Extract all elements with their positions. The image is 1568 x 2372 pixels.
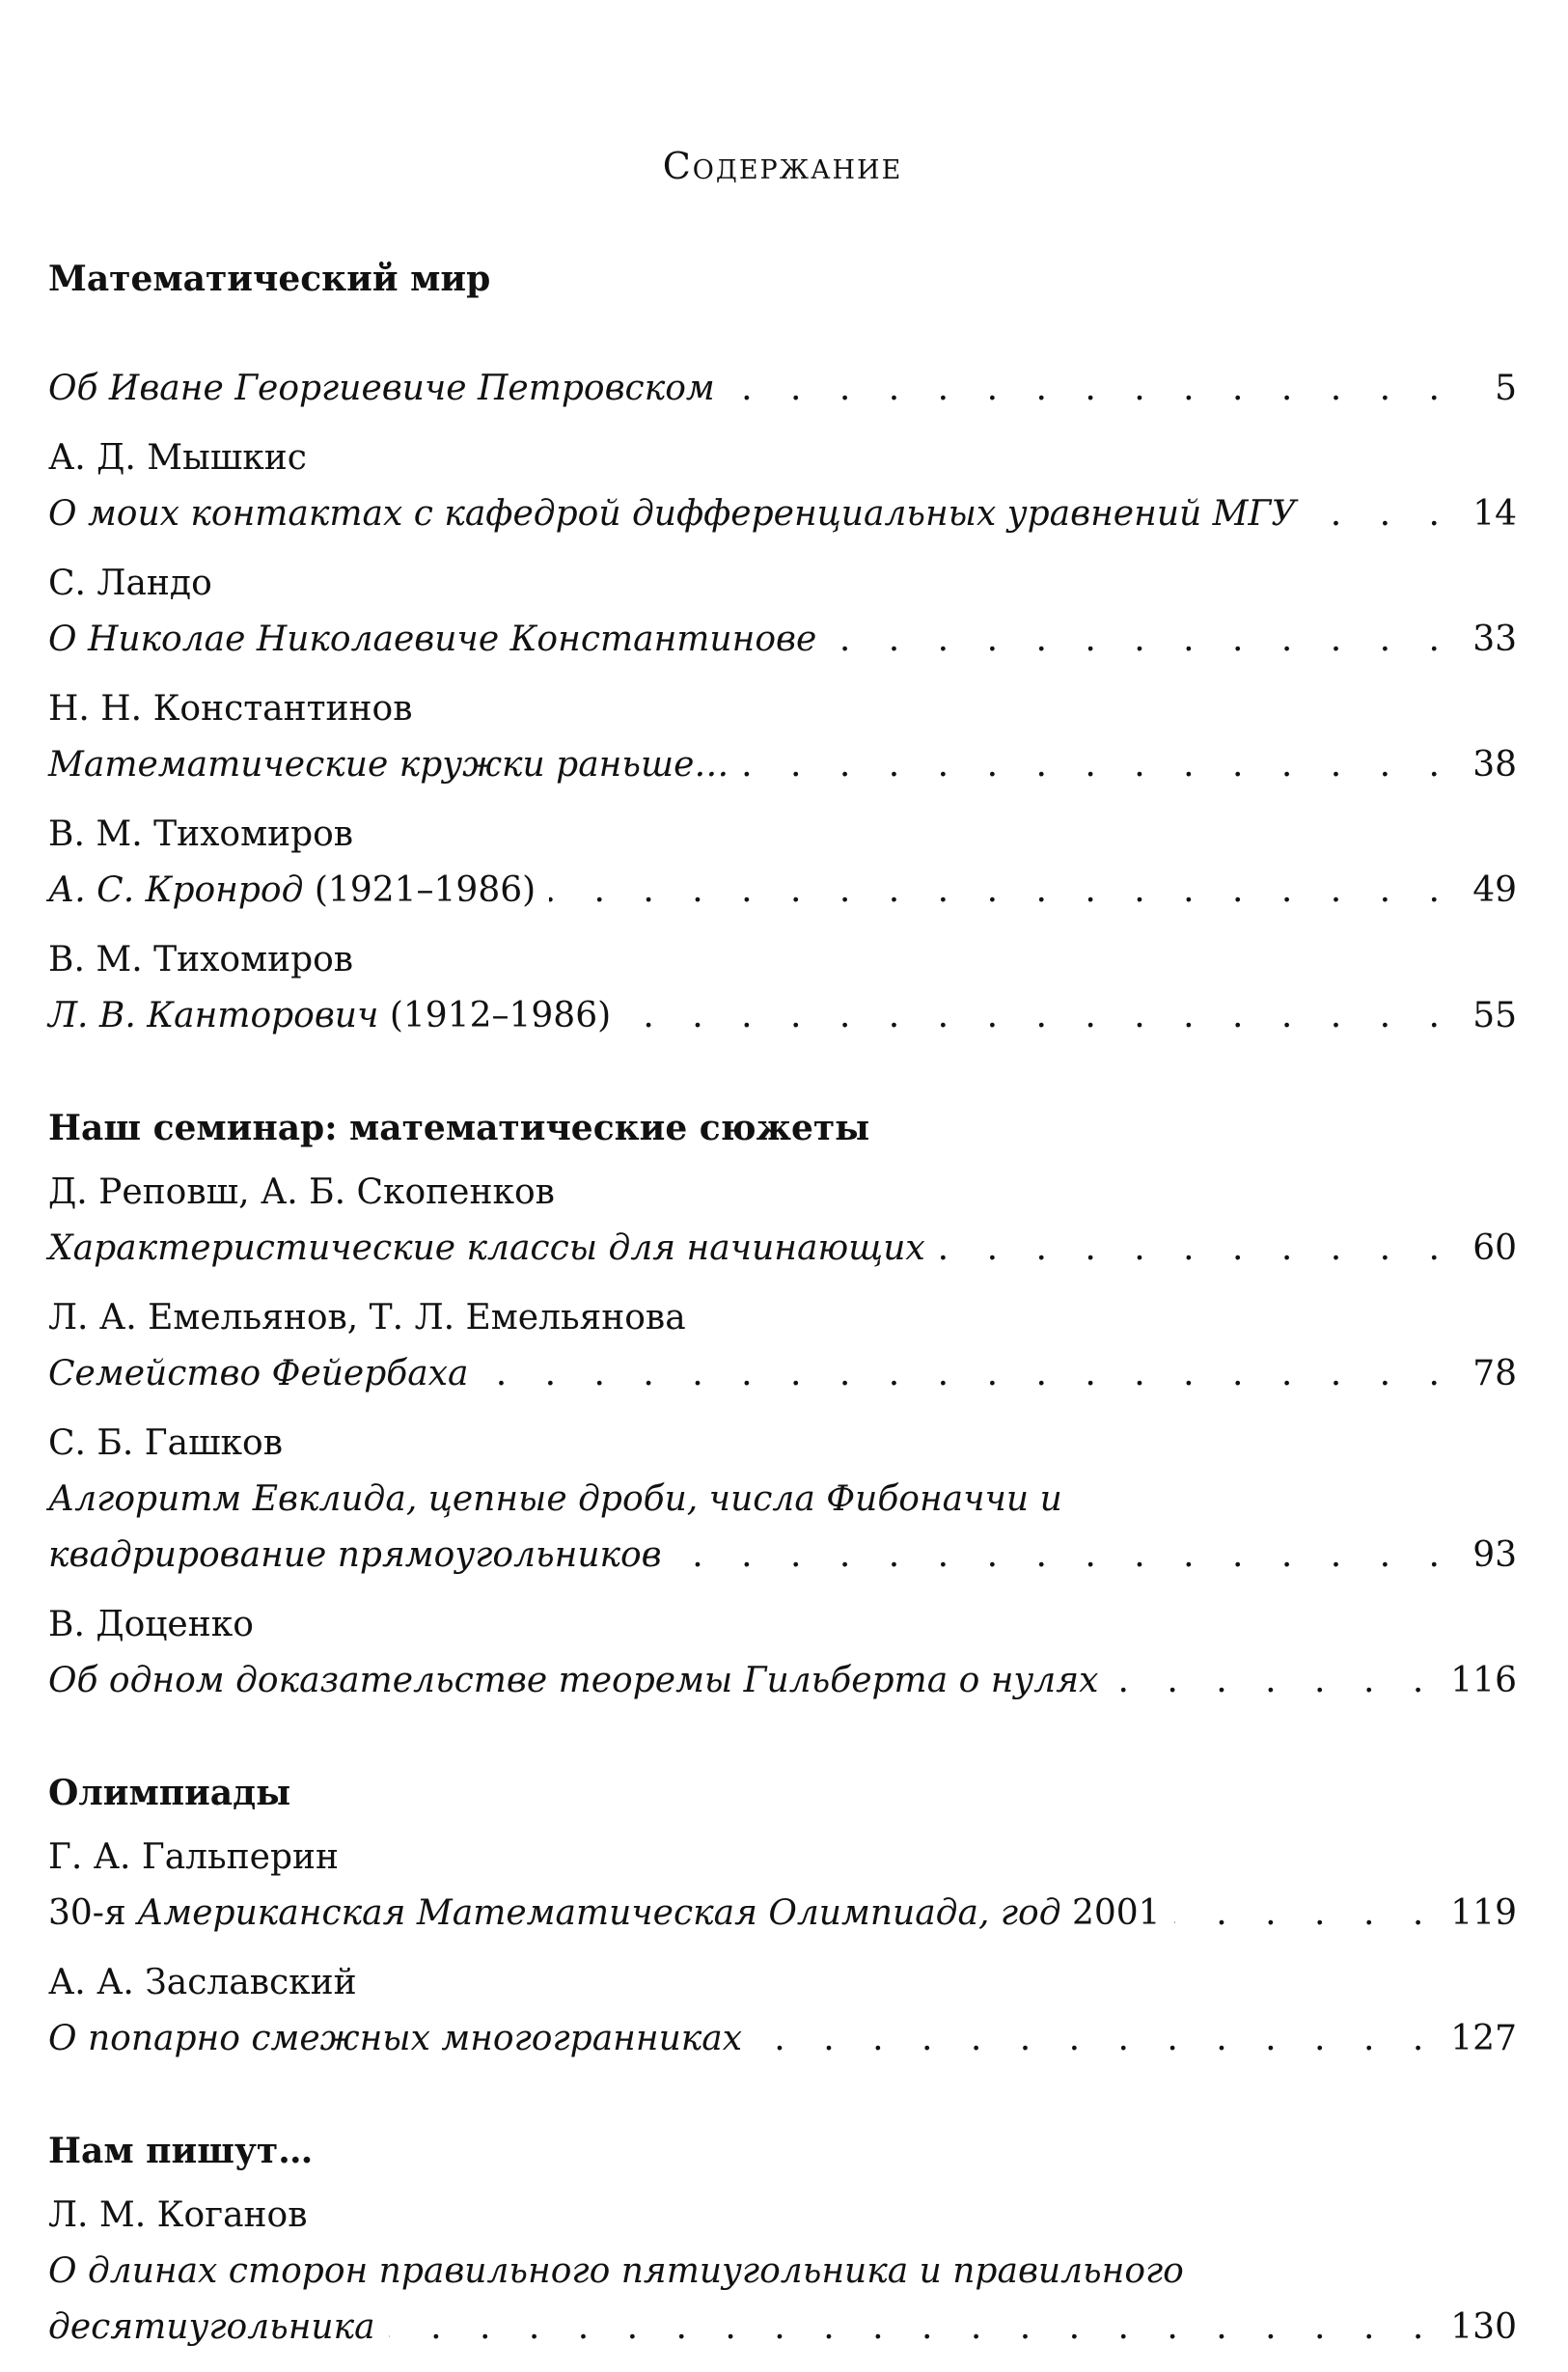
toc-entry[interactable] xyxy=(48,1165,1517,1277)
toc-line xyxy=(48,1886,1517,1942)
dot-leader xyxy=(830,612,1453,668)
toc-entry[interactable] xyxy=(48,807,1517,919)
toc-entry[interactable] xyxy=(48,430,1517,542)
page-number: 78 xyxy=(1472,1354,1517,1394)
page-number: 49 xyxy=(1472,870,1517,911)
article-author: А. Д. Мышкис xyxy=(48,438,307,479)
article-years: (1921–1986) xyxy=(303,870,536,911)
toc-line xyxy=(48,612,1517,668)
page-title: Содержание xyxy=(662,145,903,187)
toc-entry[interactable] xyxy=(48,1597,1517,1709)
toc-line xyxy=(48,486,1517,542)
page-number: 116 xyxy=(1450,1661,1517,1701)
dot-leader xyxy=(729,361,1453,417)
section-letters xyxy=(48,2129,1517,2356)
toc-entry[interactable] xyxy=(48,1290,1517,1402)
article-author: Н. Н. Константинов xyxy=(48,689,413,730)
article-title: О попарно смежных многогранниках xyxy=(48,2018,743,2058)
toc-line xyxy=(48,737,1517,793)
article-year: 2001 xyxy=(1060,1892,1161,1933)
article-title-group xyxy=(48,863,536,919)
article-title: О Николае Николаевиче Константинове xyxy=(48,620,817,660)
dot-leader xyxy=(549,863,1453,919)
dot-leader xyxy=(1174,1886,1438,1942)
article-title-group xyxy=(48,1886,1161,1942)
article-prefix: 30-я xyxy=(48,1892,138,1933)
article-title: Семейство Фейербаха xyxy=(48,1354,469,1394)
article-title: О моих контактах с кафедрой дифференциальных уравнений МГУ xyxy=(48,494,1297,535)
section-olympiads xyxy=(48,1771,1517,2067)
article-title-line1: Алгоритм Евклида, цепные дроби, числа Фибоначчи и xyxy=(48,1479,1062,1520)
article-years: (1912–1986) xyxy=(378,996,612,1036)
article-title: А. С. Кронрод xyxy=(48,870,304,911)
article-title-line1: О длинах сторон правильного пятиугольника и правильного xyxy=(48,2250,1184,2291)
dot-leader xyxy=(675,1528,1453,1584)
dot-leader xyxy=(742,737,1453,793)
article-title-group xyxy=(48,988,611,1044)
article-title: Математические кружки раньше… xyxy=(48,745,729,786)
dot-leader xyxy=(624,988,1453,1044)
page-number: 33 xyxy=(1472,620,1517,660)
toc-line xyxy=(48,2300,1517,2356)
toc-line xyxy=(48,1653,1517,1709)
article-title: Характеристические классы для начинающих xyxy=(48,1228,925,1269)
article-title: Американская Математическая Олимпиада, год xyxy=(137,1892,1061,1933)
dot-leader xyxy=(481,1346,1453,1402)
page-number: 5 xyxy=(1495,369,1517,409)
article-author: С. Б. Гашков xyxy=(48,1423,283,1464)
article-author: В. М. Тихомиров xyxy=(48,814,354,855)
section-heading: Олимпиады xyxy=(48,1773,291,1814)
page-number: 119 xyxy=(1450,1892,1517,1933)
toc-entry[interactable] xyxy=(48,556,1517,668)
section-our-seminar xyxy=(48,1106,1517,1709)
page-number: 130 xyxy=(1450,2306,1517,2347)
article-author: Л. А. Емельянов, Т. Л. Емельянова xyxy=(48,1298,686,1338)
toc-entry[interactable] xyxy=(48,361,1517,417)
article-title: Об Иване Георгиевиче Петровском xyxy=(48,369,715,409)
toc-line xyxy=(48,2011,1517,2067)
article-author: Г. А. Гальперин xyxy=(48,1836,339,1877)
article-author: В. Доценко xyxy=(48,1605,254,1645)
dot-leader xyxy=(756,2011,1437,2067)
page-number: 93 xyxy=(1472,1535,1517,1576)
toc-line xyxy=(48,863,1517,919)
toc-entry[interactable] xyxy=(48,681,1517,793)
dot-leader xyxy=(1112,1653,1437,1709)
dot-leader xyxy=(389,2300,1438,2356)
page-number: 60 xyxy=(1472,1228,1517,1269)
dot-leader xyxy=(939,1221,1453,1277)
page-number: 55 xyxy=(1472,996,1517,1036)
toc-line xyxy=(48,988,1517,1044)
toc-entry[interactable] xyxy=(48,2188,1517,2356)
toc-line xyxy=(48,361,1517,417)
dot-leader xyxy=(1309,486,1453,542)
toc-entry[interactable] xyxy=(48,1416,1517,1584)
article-author: А. А. Заславский xyxy=(48,1962,357,2002)
article-author: В. М. Тихомиров xyxy=(48,940,354,980)
page-number: 38 xyxy=(1472,745,1517,786)
table-of-contents xyxy=(48,145,1517,2369)
article-title: квадрирование прямоугольников xyxy=(48,1535,662,1576)
article-author: С. Ландо xyxy=(48,564,212,604)
section-heading: Математический мир xyxy=(48,258,491,299)
page-number: 127 xyxy=(1450,2018,1517,2058)
article-title: Об одном доказательстве теоремы Гильберта о нулях xyxy=(48,1661,1099,1701)
article-title: Л. В. Канторович xyxy=(48,996,379,1036)
article-title: десятиугольника xyxy=(48,2306,375,2347)
section-heading: Наш семинар: математические сюжеты xyxy=(48,1108,870,1149)
toc-line xyxy=(48,1221,1517,1277)
page-number: 14 xyxy=(1472,494,1517,535)
section-heading: Нам пишут… xyxy=(48,2130,314,2171)
toc-entry[interactable] xyxy=(48,932,1517,1044)
toc-entry[interactable] xyxy=(48,1830,1517,1942)
article-author: Д. Реповш, А. Б. Скопенков xyxy=(48,1172,555,1213)
section-mathematical-world xyxy=(48,257,1517,1045)
article-author: Л. М. Коганов xyxy=(48,2194,308,2235)
toc-line xyxy=(48,1346,1517,1402)
toc-entry[interactable] xyxy=(48,1955,1517,2067)
toc-line xyxy=(48,1528,1517,1584)
